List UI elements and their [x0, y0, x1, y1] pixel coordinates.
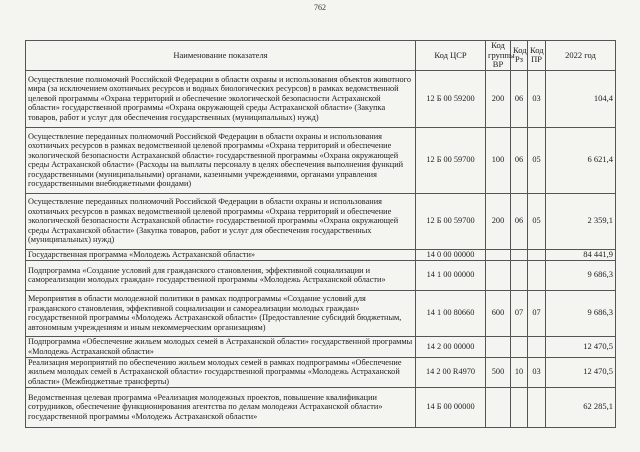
row-pr-code: 05: [528, 193, 546, 249]
row-amount: 12 470,5: [546, 357, 616, 387]
row-csr-code: 12 Б 00 59700: [416, 193, 486, 249]
row-csr-code: 12 Б 00 59200: [416, 70, 486, 127]
row-csr-code: 14 2 00 00000: [416, 336, 486, 357]
row-rz-code: 06: [511, 193, 528, 249]
row-pr-code: [528, 260, 546, 290]
row-vr-code: [486, 336, 511, 357]
column-header-vr: Код группы ВР: [486, 41, 511, 71]
row-vr-code: [486, 260, 511, 290]
row-rz-code: 10: [511, 357, 528, 387]
row-name: Ведомственная целевая программа «Реализация молодежных проектов, повышение квалификации сотрудников, обеспечение функционирования агентства по делам молодежи Астраханской области» государственной программы «Молодежь Астраханской области»: [26, 387, 416, 427]
row-csr-code: 14 1 00 00000: [416, 260, 486, 290]
row-csr-code: 14 2 00 R4970: [416, 357, 486, 387]
table-row: [26, 290, 616, 336]
row-amount: 9 686,3: [546, 290, 616, 336]
row-pr-code: [528, 336, 546, 357]
row-name: Подпрограмма «Обеспечение жильем молодых семей в Астраханской области» государственной программы «Молодежь Астраханской области»: [26, 336, 416, 357]
page-number: 762: [314, 3, 326, 12]
row-pr-code: 03: [528, 357, 546, 387]
row-name: Осуществление переданных полномочий Российской Федерации в области охраны и использования охотничьих ресурсов в рамках ведомственной целевой программы «Охрана территорий и обеспечение экологической безопасности Астраханской области» государственной программы «Охрана окружающей среды Астраханской области» (Расходы на выплаты персоналу в целях обеспечения выполнения функций государственными (муниципальными) органами, казенными учреждениями, органами управления государственными внебюджетными фондами): [26, 127, 416, 193]
row-pr-code: 03: [528, 70, 546, 127]
row-rz-code: 07: [511, 290, 528, 336]
row-amount: 84 441,9: [546, 249, 616, 260]
column-header-csr: Код ЦСР: [416, 41, 486, 71]
row-name: Реализация мероприятий по обеспечению жильем молодых семей в рамках подпрограммы «Обеспечение жильем молодых семей в Астраханской области» государственной программы «Молодежь Астраханской области» (Межбюджетные трансферты): [26, 357, 416, 387]
row-name: Подпрограмма «Создание условий для гражданского становления, эффективной социализации и самореализации молодых граждан» государственной программы «Молодежь Астраханской области»: [26, 260, 416, 290]
table-row: [26, 193, 616, 249]
column-header-amount: 2022 год: [546, 41, 616, 71]
row-csr-code: 14 1 00 80660: [416, 290, 486, 336]
row-vr-code: 200: [486, 70, 511, 127]
row-rz-code: [511, 336, 528, 357]
table-row: [26, 70, 616, 127]
row-name: Осуществление переданных полномочий Российской Федерации в области охраны и использования охотничьих ресурсов в рамках ведомственной целевой программы «Охрана территорий и обеспечение экологической безопасности Астраханской области» государственной программы «Охрана окружающей среды Астраханской области» (Закупка товаров, работ и услуг для обеспечения государственных (муниципальных) нужд): [26, 193, 416, 249]
row-vr-code: [486, 387, 511, 427]
row-name: Осуществление полномочий Российской Федерации в области охраны и использования объектов животного мира (за исключением охотничьих ресурсов и водных биологических ресурсов) в рамках ведомственной целевой программы «Охрана территорий и обеспечение экологической безопасности Астраханской области» государственной программы «Охрана окружающей среды Астраханской области» (Закупка товаров, работ и услуг для обеспечения государственных (муниципальных) нужд): [26, 70, 416, 127]
row-rz-code: [511, 249, 528, 260]
row-vr-code: 500: [486, 357, 511, 387]
row-vr-code: 600: [486, 290, 511, 336]
row-amount: 104,4: [546, 70, 616, 127]
budget-table: [25, 40, 616, 428]
row-pr-code: [528, 249, 546, 260]
row-vr-code: 100: [486, 127, 511, 193]
row-rz-code: [511, 387, 528, 427]
row-amount: 6 621,4: [546, 127, 616, 193]
row-csr-code: 14 Б 00 00000: [416, 387, 486, 427]
table-row: [26, 260, 616, 290]
row-name: Государственная программа «Молодежь Астраханской области»: [26, 249, 416, 260]
row-amount: 12 470,5: [546, 336, 616, 357]
table-row: [26, 249, 616, 260]
row-rz-code: 06: [511, 127, 528, 193]
row-csr-code: 12 Б 00 59700: [416, 127, 486, 193]
table-row: [26, 387, 616, 427]
column-header-rz: Код Рз: [511, 41, 528, 71]
row-pr-code: 05: [528, 127, 546, 193]
row-vr-code: 200: [486, 193, 511, 249]
row-amount: 9 686,3: [546, 260, 616, 290]
table-row: [26, 357, 616, 387]
table-row: [26, 127, 616, 193]
row-csr-code: 14 0 00 00000: [416, 249, 486, 260]
table-row: [26, 336, 616, 357]
column-header-name: Наименование показателя: [26, 41, 416, 71]
row-amount: 2 359,1: [546, 193, 616, 249]
row-pr-code: [528, 387, 546, 427]
row-amount: 62 285,1: [546, 387, 616, 427]
column-header-pr: Код ПР: [528, 41, 546, 71]
row-rz-code: 06: [511, 70, 528, 127]
row-pr-code: 07: [528, 290, 546, 336]
row-rz-code: [511, 260, 528, 290]
row-vr-code: [486, 249, 511, 260]
table-header-row: [26, 41, 616, 71]
row-name: Мероприятия в области молодежной политики в рамках подпрограммы «Создание условий для гражданского становления, эффективной социализации и самореализации молодых граждан» государственной программы «Молодежь Астраханской области» (Предоставление субсидий бюджетным, автономным учреждениям и иным некоммерческим организациям): [26, 290, 416, 336]
